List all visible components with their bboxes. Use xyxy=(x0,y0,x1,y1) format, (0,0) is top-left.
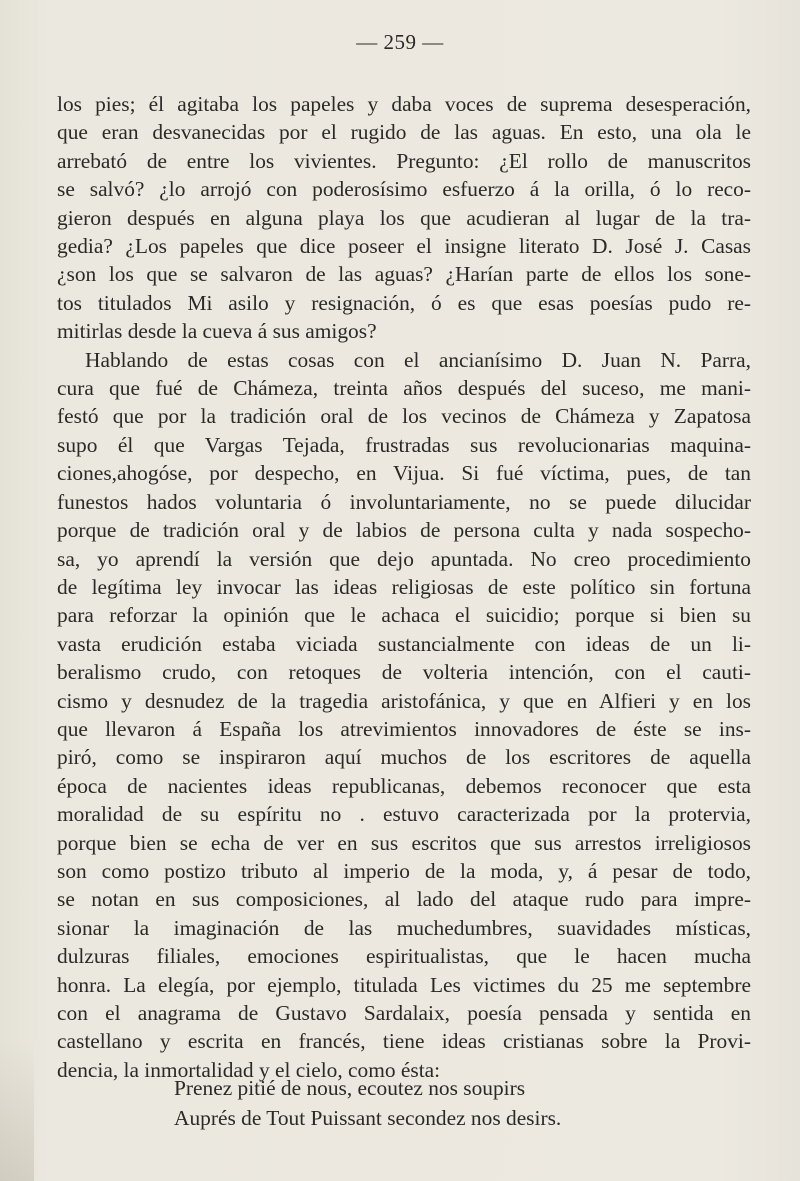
text-line: piró, como se inspiraron aquí muchos de los escritores de aquella xyxy=(57,745,751,770)
verse-quote xyxy=(174,1073,561,1133)
text-line: mitirlas desde la cueva á sus amigos? xyxy=(57,319,377,344)
text-line: se notan en sus composiciones, al lado del ataque rudo para impre- xyxy=(57,887,751,912)
text-line: son como postizo tributo al imperio de la moda, y, á pesar de todo, xyxy=(57,858,751,883)
paragraph-1 xyxy=(57,90,751,346)
text-line: que eran desvanecidas por el rugido de las aguas. En esto, una ola le xyxy=(57,120,751,145)
body-text xyxy=(57,90,751,1084)
text-line: gieron después en alguna playa los que acudieran al lugar de la tra- xyxy=(57,205,751,230)
text-line: se salvó? ¿lo arrojó con poderosísimo esfuerzo á la orilla, ó lo reco- xyxy=(57,177,751,202)
text-line: dulzuras filiales, emociones espiritualistas, que le hacen mucha xyxy=(57,944,751,969)
text-line: porque bien se echa de ver en sus escritos que sus arrestos irreligiosos xyxy=(57,830,751,855)
text-line: vasta erudición estaba viciada sustancialmente con ideas de un li- xyxy=(57,631,751,656)
text-line: dencia, la inmortalidad y el cielo, como ésta: xyxy=(57,1057,441,1082)
text-line: ciones,ahogóse, por despecho, en Vijua. Si fué víctima, pues, de tan xyxy=(57,461,751,486)
paragraph-2 xyxy=(57,346,751,1085)
text-line: con el anagrama de Gustavo Sardalaix, poesía pensada y sentida en xyxy=(57,1001,751,1025)
text-line: arrebató de entre los vivientes. Pregunto: ¿El rollo de manuscritos xyxy=(57,148,751,173)
text-line: de legítima ley invocar las ideas religiosas de este político sin fortuna xyxy=(57,574,751,599)
text-line: funestos hados voluntaria ó involuntariamente, no se puede dilucidar xyxy=(57,489,751,514)
text-line: porque de tradición oral y de labios de persona culta y nada sospecho- xyxy=(57,518,751,543)
text-line: castellano y escrita en francés, tiene ideas cristianas sobre la Provi- xyxy=(57,1029,751,1054)
page-number: — 259 — xyxy=(356,30,444,54)
text-line: beralismo crudo, con retoques de volteria intención, con el cauti- xyxy=(57,660,751,685)
text-line: cura que fué de Chámeza, treinta años después del suceso, me mani- xyxy=(57,376,751,401)
text-line: para reforzar la opinión que le achaca el suicidio; porque si bien su xyxy=(57,603,751,628)
text-line: sa, yo aprendí la versión que dejo apuntada. No creo procedimiento xyxy=(57,546,751,571)
page-edge-stain xyxy=(0,1041,34,1181)
text-line: supo él que Vargas Tejada, frustradas sus revolucionarias maquina- xyxy=(57,432,751,457)
text-line: que llevaron á España los atrevimientos innovadores de éste se ins- xyxy=(57,716,751,741)
text-line: época de nacientes ideas republicanas, debemos reconocer que esta xyxy=(57,773,751,798)
text-line: sionar la imaginación de las muchedumbres, suavidades místicas, xyxy=(57,915,751,940)
text-line: gedia? ¿Los papeles que dice poseer el insigne literato D. José J. Casas xyxy=(57,234,751,259)
text-line: ¿son los que se salvaron de las aguas? ¿Harían parte de ellos los sone- xyxy=(57,262,751,287)
text-line: cismo y desnudez de la tragedia aristofánica, y que en Alfieri y en los xyxy=(57,688,751,713)
text-line: honra. La elegía, por ejemplo, titulada Les victimes du 25 me septembre xyxy=(57,972,751,997)
text-line: tos titulados Mi asilo y resignación, ó es que esas poesías pudo re- xyxy=(57,290,751,315)
verse-line: Auprés de Tout Puissant secondez nos desirs. xyxy=(174,1106,562,1130)
text-line: moralidad de su espíritu no . estuvo caracterizada por la protervia, xyxy=(57,802,751,827)
verse-line: Prenez pitié de nous, ecoutez nos soupirs xyxy=(174,1076,526,1100)
text-line: festó que por la tradición oral de los vecinos de Chámeza y Zapatosa xyxy=(57,404,751,429)
text-line: Hablando de estas cosas con el ancianísimo D. Juan N. Parra, xyxy=(85,347,751,372)
text-line: los pies; él agitaba los papeles y daba voces de suprema desesperación, xyxy=(57,92,751,116)
